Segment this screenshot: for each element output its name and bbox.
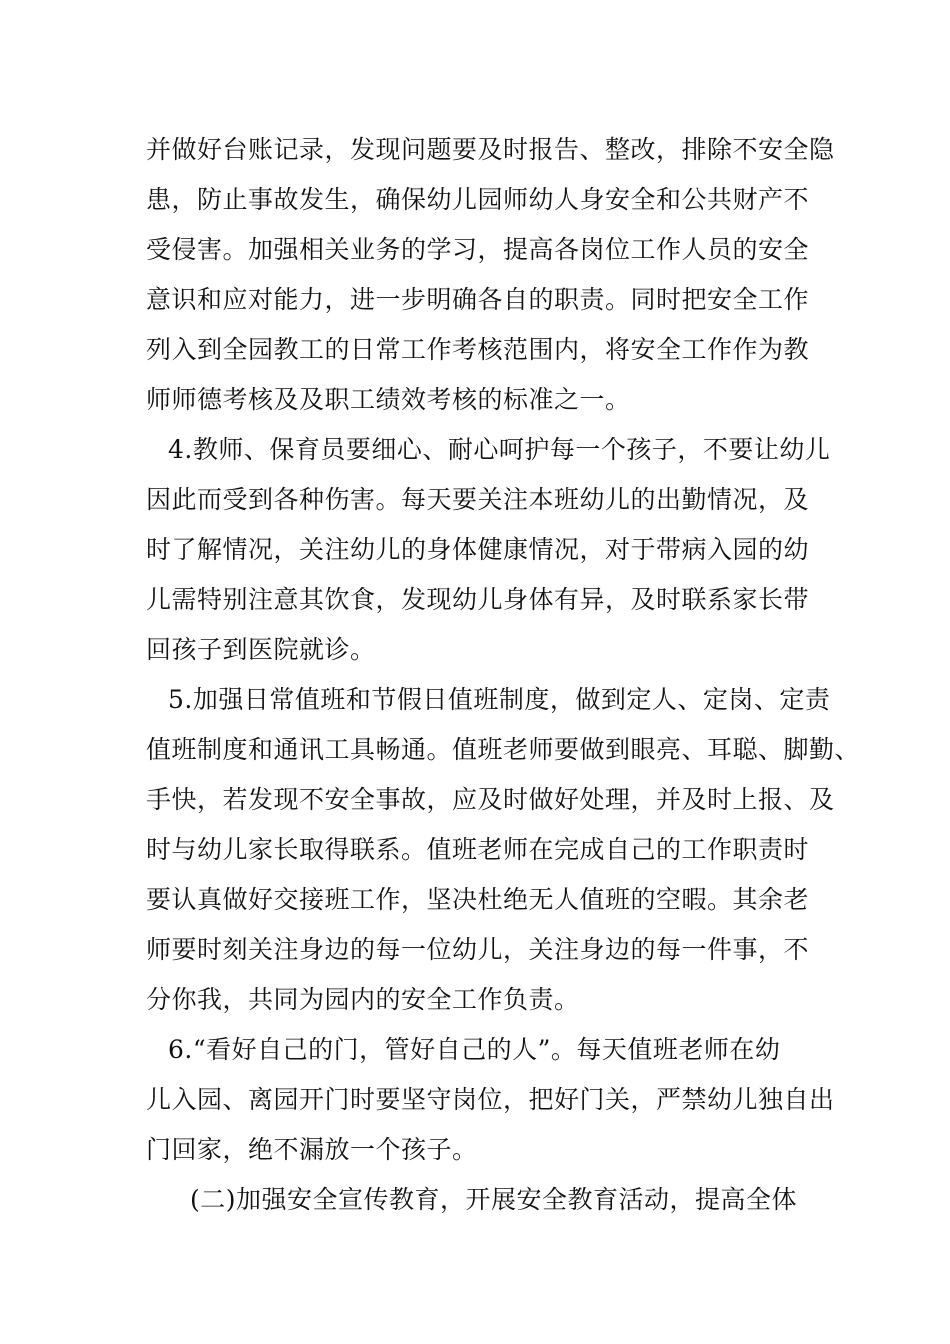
text-line: 师师德考核及及职工绩效考核的标准之一。	[146, 385, 631, 414]
text-line: 因此而受到各种伤害。每天要关注本班幼儿的出勤情况，及	[146, 485, 810, 514]
text-line: 值班制度和通讯工具畅通。值班老师要做到眼亮、耳聪、脚勤、	[146, 735, 861, 764]
text-line: 门回家，绝不漏放一个孩子。	[146, 1135, 478, 1164]
text-line: 列入到全园教工的日常工作考核范围内，将安全工作作为教	[146, 335, 810, 364]
text-line: 并做好台账记录，发现问题要及时报告、整改，排除不安全隐	[146, 135, 835, 164]
text-line: 时了解情况，关注幼儿的身体健康情况，对于带病入园的幼	[146, 535, 810, 564]
text-line: 意识和应对能力，进一步明确各自的职责。同时把安全工作	[146, 285, 810, 314]
text-line: 手快，若发现不安全事故，应及时做好处理，并及时上报、及	[146, 785, 835, 814]
text-line: 要认真做好交接班工作，坚决杜绝无人值班的空暇。其余老	[146, 885, 810, 914]
text-line: 患，防止事故发生，确保幼儿园师幼人身安全和公共财产不	[146, 185, 810, 214]
text-line: 儿需特别注意其饮食，发现幼儿身体有异，及时联系家长带	[146, 585, 810, 614]
text-line: 师要时刻关注身边的每一位幼儿，关注身边的每一件事，不	[146, 935, 810, 964]
paragraph-4-start: 4.教师、保育员要细心、耐心呵护每一个孩子，不要让幼儿	[168, 435, 831, 464]
text-line: 受侵害。加强相关业务的学习，提高各岗位工作人员的安全	[146, 235, 810, 264]
paragraph-5-start: 5.加强日常值班和节假日值班制度，做到定人、定岗、定责	[168, 685, 831, 714]
paragraph-6-start: 6.“看好自己的门，管好自己的人”。每天值班老师在幼	[168, 1035, 781, 1064]
text-line: 儿入园、离园开门时要坚守岗位，把好门关，严禁幼儿独自出	[146, 1085, 835, 1114]
text-line: 时与幼儿家长取得联系。值班老师在完成自己的工作职责时	[146, 835, 810, 864]
text-line: 回孩子到医院就诊。	[146, 635, 376, 664]
section-heading-2: (二)加强安全宣传教育，开展安全教育活动，提高全体	[190, 1185, 798, 1214]
text-line: 分你我，共同为园内的安全工作负责。	[146, 985, 580, 1014]
